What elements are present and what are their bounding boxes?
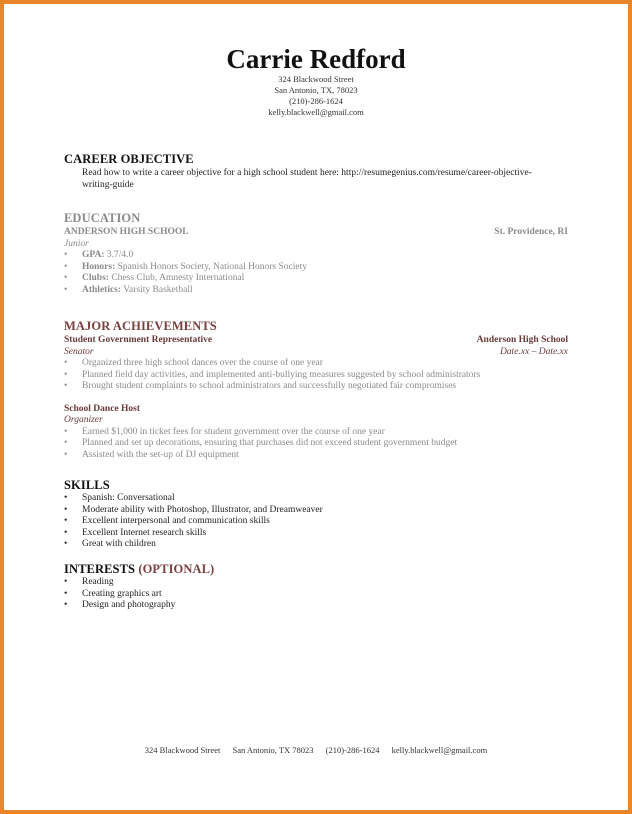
skill-text: Spanish: Conversational [82, 493, 175, 503]
bullet-text: Assisted with the set-up of DJ equipment [82, 449, 239, 460]
role-row [64, 404, 568, 416]
skills-list [64, 493, 568, 551]
bullet-text: Planned and set up decorations, ensuring that purchases did not exceed student government budget [82, 438, 458, 448]
item-label: Athletics: [82, 284, 122, 295]
item-value: Chess Club, Amnesty International [108, 273, 245, 283]
list-item: • Planned field day activities, and implemented anti-bullying measures suggested by school administrators [64, 369, 481, 380]
interest-text: Creating graphics art [82, 588, 162, 599]
contact-street: 324 Blackwood Street [278, 74, 354, 84]
bullet-text: Organized three high school dances over the course of one year [82, 358, 323, 368]
career-objective-section [64, 151, 568, 191]
list-item: • Earned $1,000 in ticket fees for student government over the course of one year [64, 426, 385, 437]
bullet-text: Earned $1,000 in ticket fees for student government over the course of one year [82, 426, 385, 437]
career-objective-line: Read how to write a career objective for a high school student here: http://resumegenius.com/resume/career-objective- [82, 168, 532, 178]
education-grade: Junior [64, 238, 89, 249]
list-item: • Moderate ability with Photoshop, Illustrator, and Dreamweaver [64, 504, 323, 515]
item-value: 3.7/4.0 [104, 250, 134, 260]
list-item: • Organized three high school dances over the course of one year [64, 358, 323, 368]
education-list [64, 250, 568, 296]
skill-text: Excellent Internet research skills [82, 527, 207, 538]
school-location: St. Providence, RI [494, 227, 568, 237]
bullet-text: Brought student complaints to school administrators and successfully negotiated fair compromises [82, 381, 457, 391]
list-item: • Athletics: Varsity Basketball [64, 284, 193, 295]
role-bullets [64, 358, 568, 393]
role-subrow [64, 415, 568, 427]
list-item: • Creating graphics art [64, 588, 162, 599]
list-item: • Planned and set up decorations, ensuring that purchases did not exceed student government budget [64, 438, 458, 448]
role-row [64, 335, 568, 347]
list-item: • Reading [64, 577, 114, 587]
role-subrow [64, 347, 568, 359]
bullet-text: Planned field day activities, and implemented anti-bullying measures suggested by school administrators [82, 369, 481, 380]
footer-phone: (210)-286-1624 [325, 745, 380, 755]
footer-city: San Antonio, TX 78023 [232, 745, 314, 755]
interests-optional: (OPTIONAL) [138, 562, 215, 576]
footer-email: kelly.blackwell@gmail.com [391, 745, 488, 755]
interest-text: Reading [82, 577, 114, 587]
education-section [64, 210, 568, 296]
footer-street: 324 Blackwood Street [144, 745, 221, 755]
role-org: Anderson High School [476, 335, 568, 345]
skills-title: SKILLS [64, 478, 110, 492]
interest-text: Design and photography [82, 600, 176, 610]
skill-text: Moderate ability with Photoshop, Illustrator, and Dreamweaver [82, 504, 323, 515]
skill-text: Great with children [82, 539, 156, 549]
item-label: Clubs: [82, 273, 109, 283]
career-objective-title: CAREER OBJECTIVE [64, 152, 194, 166]
skill-text: Excellent interpersonal and communication skills [82, 516, 270, 526]
role-position: Organizer [64, 415, 103, 425]
achievements-title: MAJOR ACHIEVEMENTS [64, 319, 217, 333]
list-item: • Great with children [64, 539, 156, 549]
resume-footer [4, 745, 628, 755]
interests-title [64, 561, 568, 577]
achievements-section [64, 318, 568, 461]
item-value: Spanish Honors Society, National Honors Society [115, 261, 307, 272]
resume-page [4, 4, 628, 810]
school-name: ANDERSON HIGH SCHOOL [64, 227, 189, 237]
resume-header [4, 44, 628, 118]
contact-phone: (210)-286-1624 [289, 96, 343, 106]
career-objective-text [64, 168, 568, 191]
interests-title-text: INTERESTS [64, 562, 136, 576]
candidate-name: Carrie Redford [226, 44, 406, 74]
interests-section [64, 561, 568, 612]
skills-section [64, 477, 568, 551]
list-item: • Excellent Internet research skills [64, 527, 207, 538]
interests-list [64, 577, 568, 612]
role-title: School Dance Host [64, 403, 140, 414]
contact-email: kelly.blackwell@gmail.com [268, 107, 364, 117]
list-item: • Honors: Spanish Honors Society, National Honors Society [64, 261, 307, 272]
role-title: Student Government Representative [64, 335, 213, 345]
role-bullets [64, 427, 568, 462]
education-title: EDUCATION [64, 211, 141, 225]
list-item: • GPA: 3.7/4.0 [64, 250, 134, 260]
item-label: GPA: [82, 250, 105, 260]
education-school-row [64, 227, 568, 239]
list-item: • Excellent interpersonal and communication skills [64, 516, 270, 526]
career-objective-line: writing-guide [82, 179, 134, 190]
contact-city: San Antonio, TX, 78023 [274, 85, 358, 95]
list-item: • Assisted with the set-up of DJ equipment [64, 449, 239, 460]
list-item: • Brought student complaints to school administrators and successfully negotiated fair compromises [64, 381, 457, 391]
list-item: • Clubs: Chess Club, Amnesty International [64, 273, 245, 283]
list-item: • Design and photography [64, 600, 176, 610]
role-dates: Date.xx – Date.xx [499, 346, 568, 357]
item-label: Honors: [82, 261, 116, 272]
role-position: Senator [64, 346, 94, 357]
list-item: • Spanish: Conversational [64, 493, 175, 503]
item-value: Varsity Basketball [121, 284, 193, 295]
